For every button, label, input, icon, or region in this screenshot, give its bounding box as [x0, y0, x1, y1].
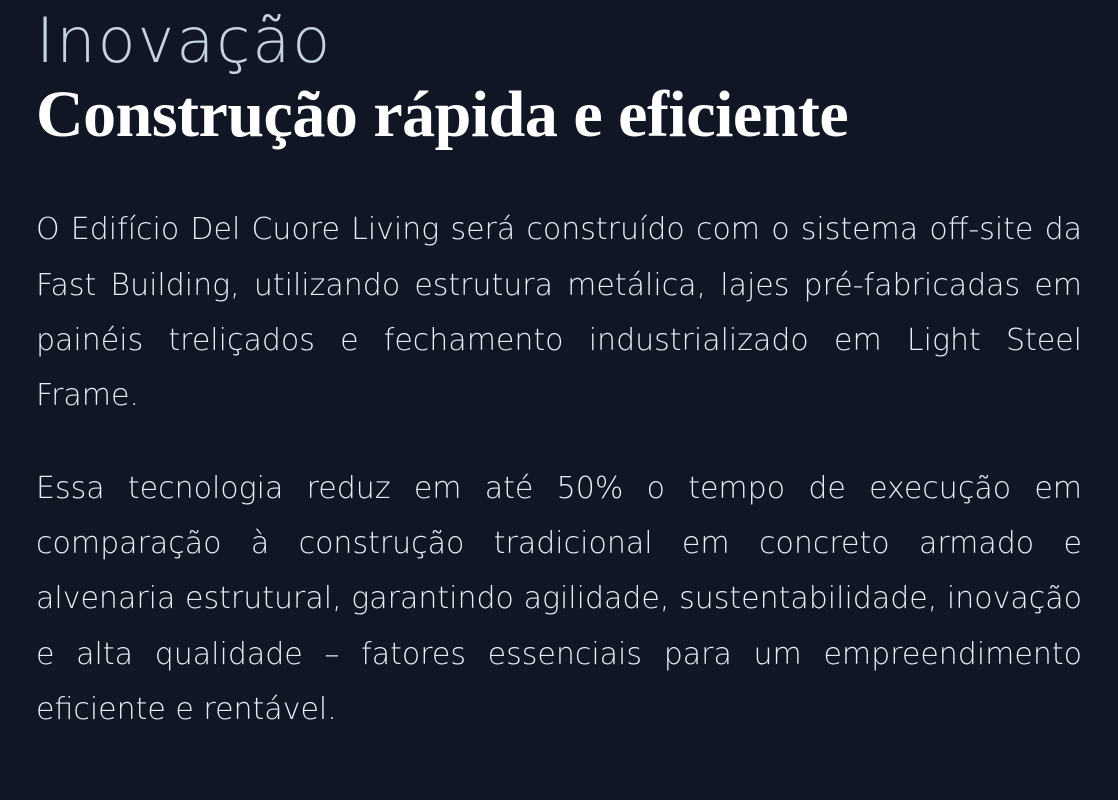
body-paragraph-1: O Edifício Del Cuore Living será construído com o sistema off-site da Fast Building, utilizando estrutura metálica, lajes pré-fabricadas em painéis treliçados e fechamento industrializado em Light Steel Frame.	[36, 212, 1082, 413]
slide-headline: Construção rápida e eficiente	[36, 78, 849, 152]
slide-eyebrow: Inovação	[36, 4, 333, 77]
slide-body	[36, 202, 1082, 737]
body-paragraph-2: Essa tecnologia reduz em até 50% o tempo de execução em comparação à construção tradicional em concreto armado e alvenaria estrutural, garantindo agilidade, sustentabilidade, inovação e alta qualidade – fatores essenciais para um empreendimento eficiente e rentável.	[36, 471, 1082, 727]
